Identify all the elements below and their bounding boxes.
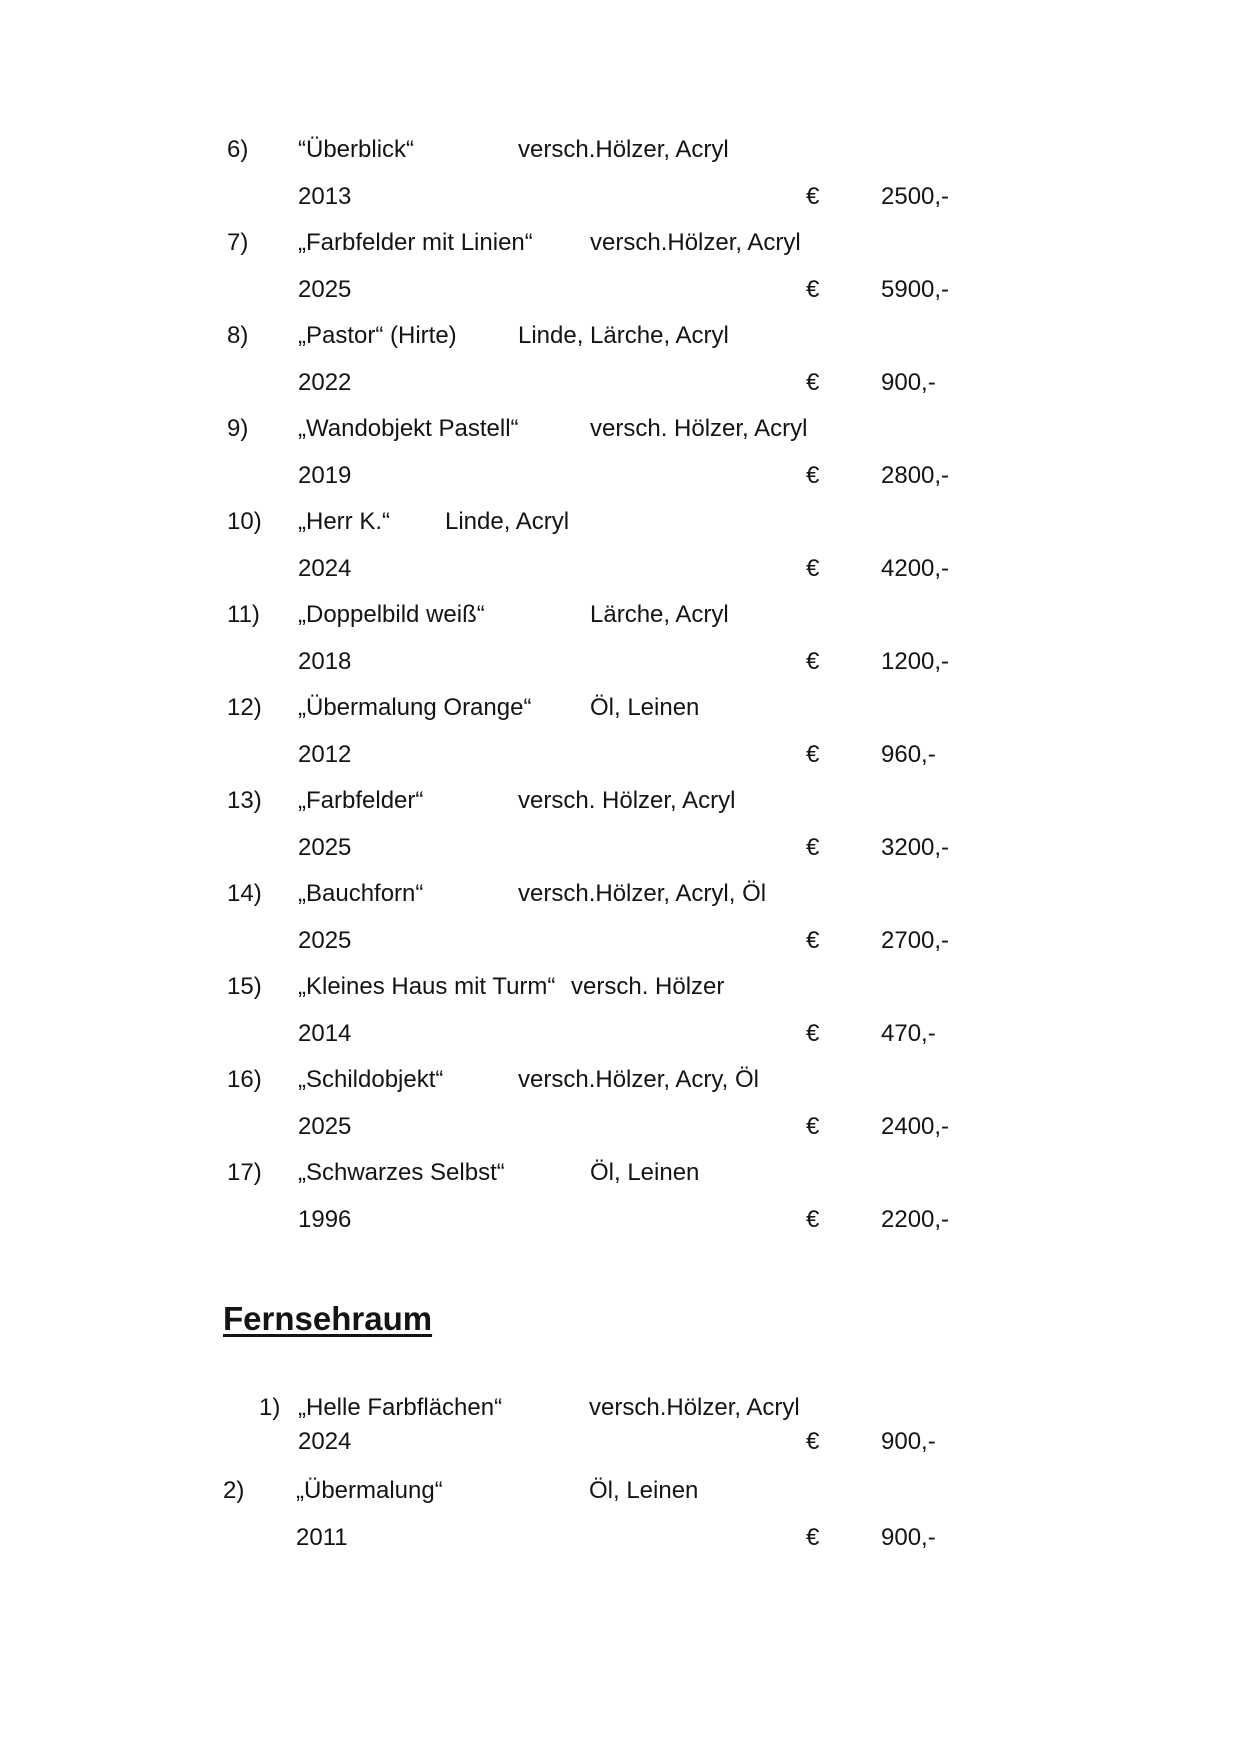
entry-price: 2800,-	[881, 462, 950, 489]
euro-sign: €	[806, 276, 820, 303]
entry-price: 5900,-	[881, 276, 950, 303]
entry-year: 2014	[298, 1020, 352, 1047]
euro-sign: €	[806, 648, 820, 675]
entry-year: 2013	[298, 183, 352, 210]
entry-year: 2025	[298, 276, 352, 303]
entry-material: versch. Hölzer, Acryl	[590, 415, 808, 442]
entry-material: versch. Hölzer, Acryl	[518, 787, 736, 814]
entry-title: „Schildobjekt“	[298, 1066, 444, 1093]
entry-number: 6)	[227, 136, 249, 163]
entry-year: 2025	[298, 1113, 352, 1140]
entry-title: „Doppelbild weiß“	[298, 601, 485, 628]
entry-year: 1996	[298, 1206, 352, 1233]
entry-number: 12)	[227, 694, 262, 721]
entry-number: 7)	[227, 229, 249, 256]
entry-number: 17)	[227, 1159, 262, 1186]
entry-price: 2700,-	[881, 927, 950, 954]
entry-material: versch.Hölzer, Acryl	[589, 1394, 800, 1421]
entry-number: 10)	[227, 508, 262, 535]
euro-sign: €	[806, 1524, 820, 1551]
euro-sign: €	[806, 834, 820, 861]
entry-material: Öl, Leinen	[589, 1477, 699, 1504]
entry-price: 4200,-	[881, 555, 950, 582]
entry-material: versch. Hölzer	[571, 973, 725, 1000]
entry-title: „Kleines Haus mit Turm“	[298, 973, 556, 1000]
entry-title: „Übermalung“	[296, 1477, 443, 1504]
entry-price: 2400,-	[881, 1113, 950, 1140]
euro-sign: €	[806, 927, 820, 954]
entry-material: Linde, Acryl	[445, 508, 570, 535]
entry-year: 2011	[296, 1524, 348, 1551]
entry-title: „Pastor“ (Hirte)	[298, 322, 457, 349]
entry-number: 8)	[227, 322, 249, 349]
entry-number: 14)	[227, 880, 262, 907]
entry-material: versch.Hölzer, Acryl	[518, 136, 729, 163]
entry-year: 2012	[298, 741, 352, 768]
entry-number: 9)	[227, 415, 249, 442]
entry-material: versch.Hölzer, Acryl, Öl	[518, 880, 767, 907]
entry-material: versch.Hölzer, Acryl	[590, 229, 801, 256]
entry-material: Öl, Leinen	[590, 1159, 700, 1186]
entry-price: 900,-	[881, 1428, 936, 1455]
entry-title: “Überblick“	[298, 136, 415, 163]
entry-number: 15)	[227, 973, 262, 1000]
entry-year: 2024	[298, 555, 352, 582]
entry-year: 2025	[298, 834, 352, 861]
entry-year: 2019	[298, 462, 352, 489]
entry-title: „Herr K.“	[298, 508, 390, 535]
entry-price: 2200,-	[881, 1206, 950, 1233]
entry-year: 2024	[298, 1428, 352, 1455]
entry-price: 1200,-	[881, 648, 950, 675]
entry-year: 2025	[298, 927, 352, 954]
entry-material: Lärche, Acryl	[590, 601, 729, 628]
entry-price: 3200,-	[881, 834, 950, 861]
entry-material: Öl, Leinen	[590, 694, 700, 721]
entry-number: 11)	[227, 601, 260, 628]
entry-title: „Wandobjekt Pastell“	[298, 415, 519, 442]
entry-price: 960,-	[881, 741, 936, 768]
euro-sign: €	[806, 369, 820, 396]
entry-year: 2018	[298, 648, 352, 675]
entry-price: 470,-	[881, 1020, 936, 1047]
entry-number: 13)	[227, 787, 262, 814]
entry-title: „Farbfelder“	[298, 787, 424, 814]
euro-sign: €	[806, 1206, 820, 1233]
entry-price: 2500,-	[881, 183, 950, 210]
entry-price: 900,-	[881, 1524, 936, 1551]
euro-sign: €	[806, 555, 820, 582]
euro-sign: €	[806, 1113, 820, 1140]
entry-title: „Helle Farbflächen“	[298, 1394, 503, 1421]
entry-number: 2)	[223, 1477, 245, 1504]
section-heading: Fernsehraum	[223, 1300, 433, 1337]
entry-title: „Schwarzes Selbst“	[298, 1159, 505, 1186]
entry-material: versch.Hölzer, Acry, Öl	[518, 1066, 759, 1093]
euro-sign: €	[806, 183, 820, 210]
euro-sign: €	[806, 741, 820, 768]
entry-number: 1)	[259, 1394, 281, 1421]
entry-title: „Übermalung Orange“	[298, 694, 532, 721]
euro-sign: €	[806, 1020, 820, 1047]
entry-number: 16)	[227, 1066, 262, 1093]
entry-year: 2022	[298, 369, 352, 396]
entry-price: 900,-	[881, 369, 936, 396]
entry-title: „Bauchforn“	[298, 880, 424, 907]
euro-sign: €	[806, 462, 820, 489]
euro-sign: €	[806, 1428, 820, 1455]
entry-title: „Farbfelder mit Linien“	[298, 229, 533, 256]
entry-material: Linde, Lärche, Acryl	[518, 322, 729, 349]
